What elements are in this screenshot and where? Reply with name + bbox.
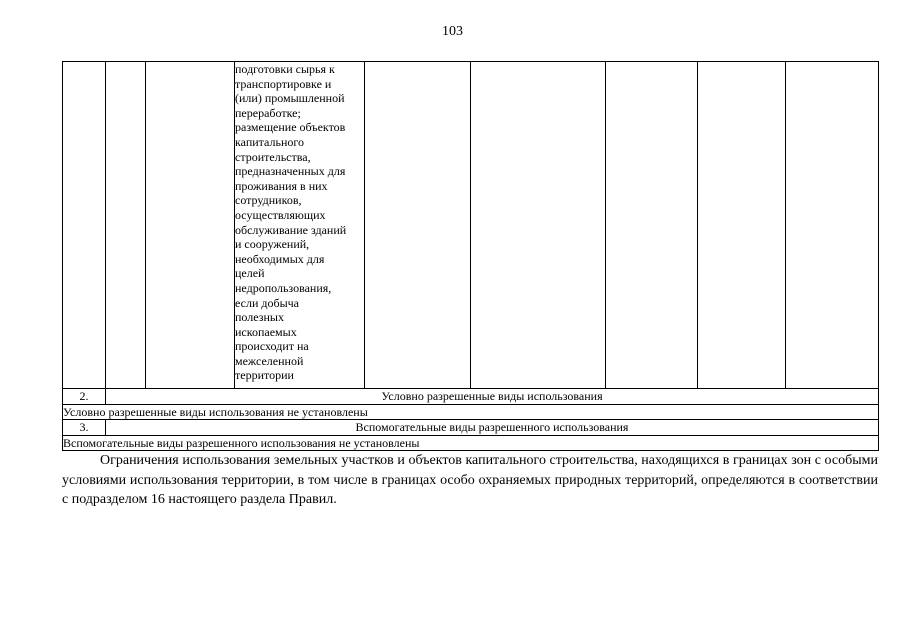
description-line: обслуживание зданий (235, 222, 347, 237)
restrictions-paragraph (62, 451, 878, 510)
section-note: Вспомогательные виды разрешенного использования не установлены (63, 435, 879, 451)
description-line: недропользования, (235, 280, 332, 295)
table-cell (698, 62, 786, 389)
description-line: капитального (235, 134, 304, 149)
description-line: строительства, (235, 149, 311, 164)
description-line: межселенной (235, 353, 304, 368)
description-line: осуществляющих (235, 207, 326, 222)
table-cell (146, 62, 235, 389)
paragraph-text: Ограничения использования земельных участков и объектов капитального строительства, находящихся в границах зон с особыми условиями использования территории, в том числе в границах особо охраняемых природных территорий, определяются в соответствии с подразделом 16 настоящего раздела Правил. (62, 453, 878, 507)
description-line: необходимых для (235, 251, 325, 266)
description-line: размещение объектов (235, 120, 346, 135)
table-row (63, 62, 879, 389)
section-header-row (63, 389, 879, 405)
description-line: переработке; (235, 105, 301, 120)
description-line: транспортировке и (235, 76, 332, 91)
description-line: происходит на (235, 339, 309, 354)
description-line: ископаемых (235, 324, 297, 339)
section-title: Условно разрешенные виды использования (106, 389, 879, 405)
land-use-table (62, 61, 879, 451)
description-line: подготовки сырья к (235, 62, 335, 76)
table-cell (786, 62, 879, 389)
section-header-row (63, 420, 879, 436)
table-cell (606, 62, 698, 389)
section-note-row (63, 404, 879, 420)
section-title: Вспомогательные виды разрешенного использования (106, 420, 879, 436)
description-line: сотрудников, (235, 193, 302, 208)
page-number: 103 (442, 24, 463, 39)
description-line: целей (235, 266, 265, 281)
description-line: полезных (235, 310, 284, 325)
use-description-cell (235, 62, 365, 389)
table-cell (365, 62, 471, 389)
description-line: и сооружений, (235, 237, 310, 252)
table-cell (63, 62, 106, 389)
description-line: проживания в них (235, 178, 328, 193)
table-cell (106, 62, 146, 389)
table-cell (471, 62, 606, 389)
description-line: (или) промышленной (235, 91, 345, 106)
section-number: 3. (63, 420, 106, 436)
section-number: 2. (63, 389, 106, 405)
description-line: предназначенных для (235, 164, 346, 179)
description-line: если добыча (235, 295, 299, 310)
section-note: Условно разрешенные виды использования не установлены (63, 404, 879, 420)
description-line: территории (235, 368, 294, 383)
section-note-row (63, 435, 879, 451)
